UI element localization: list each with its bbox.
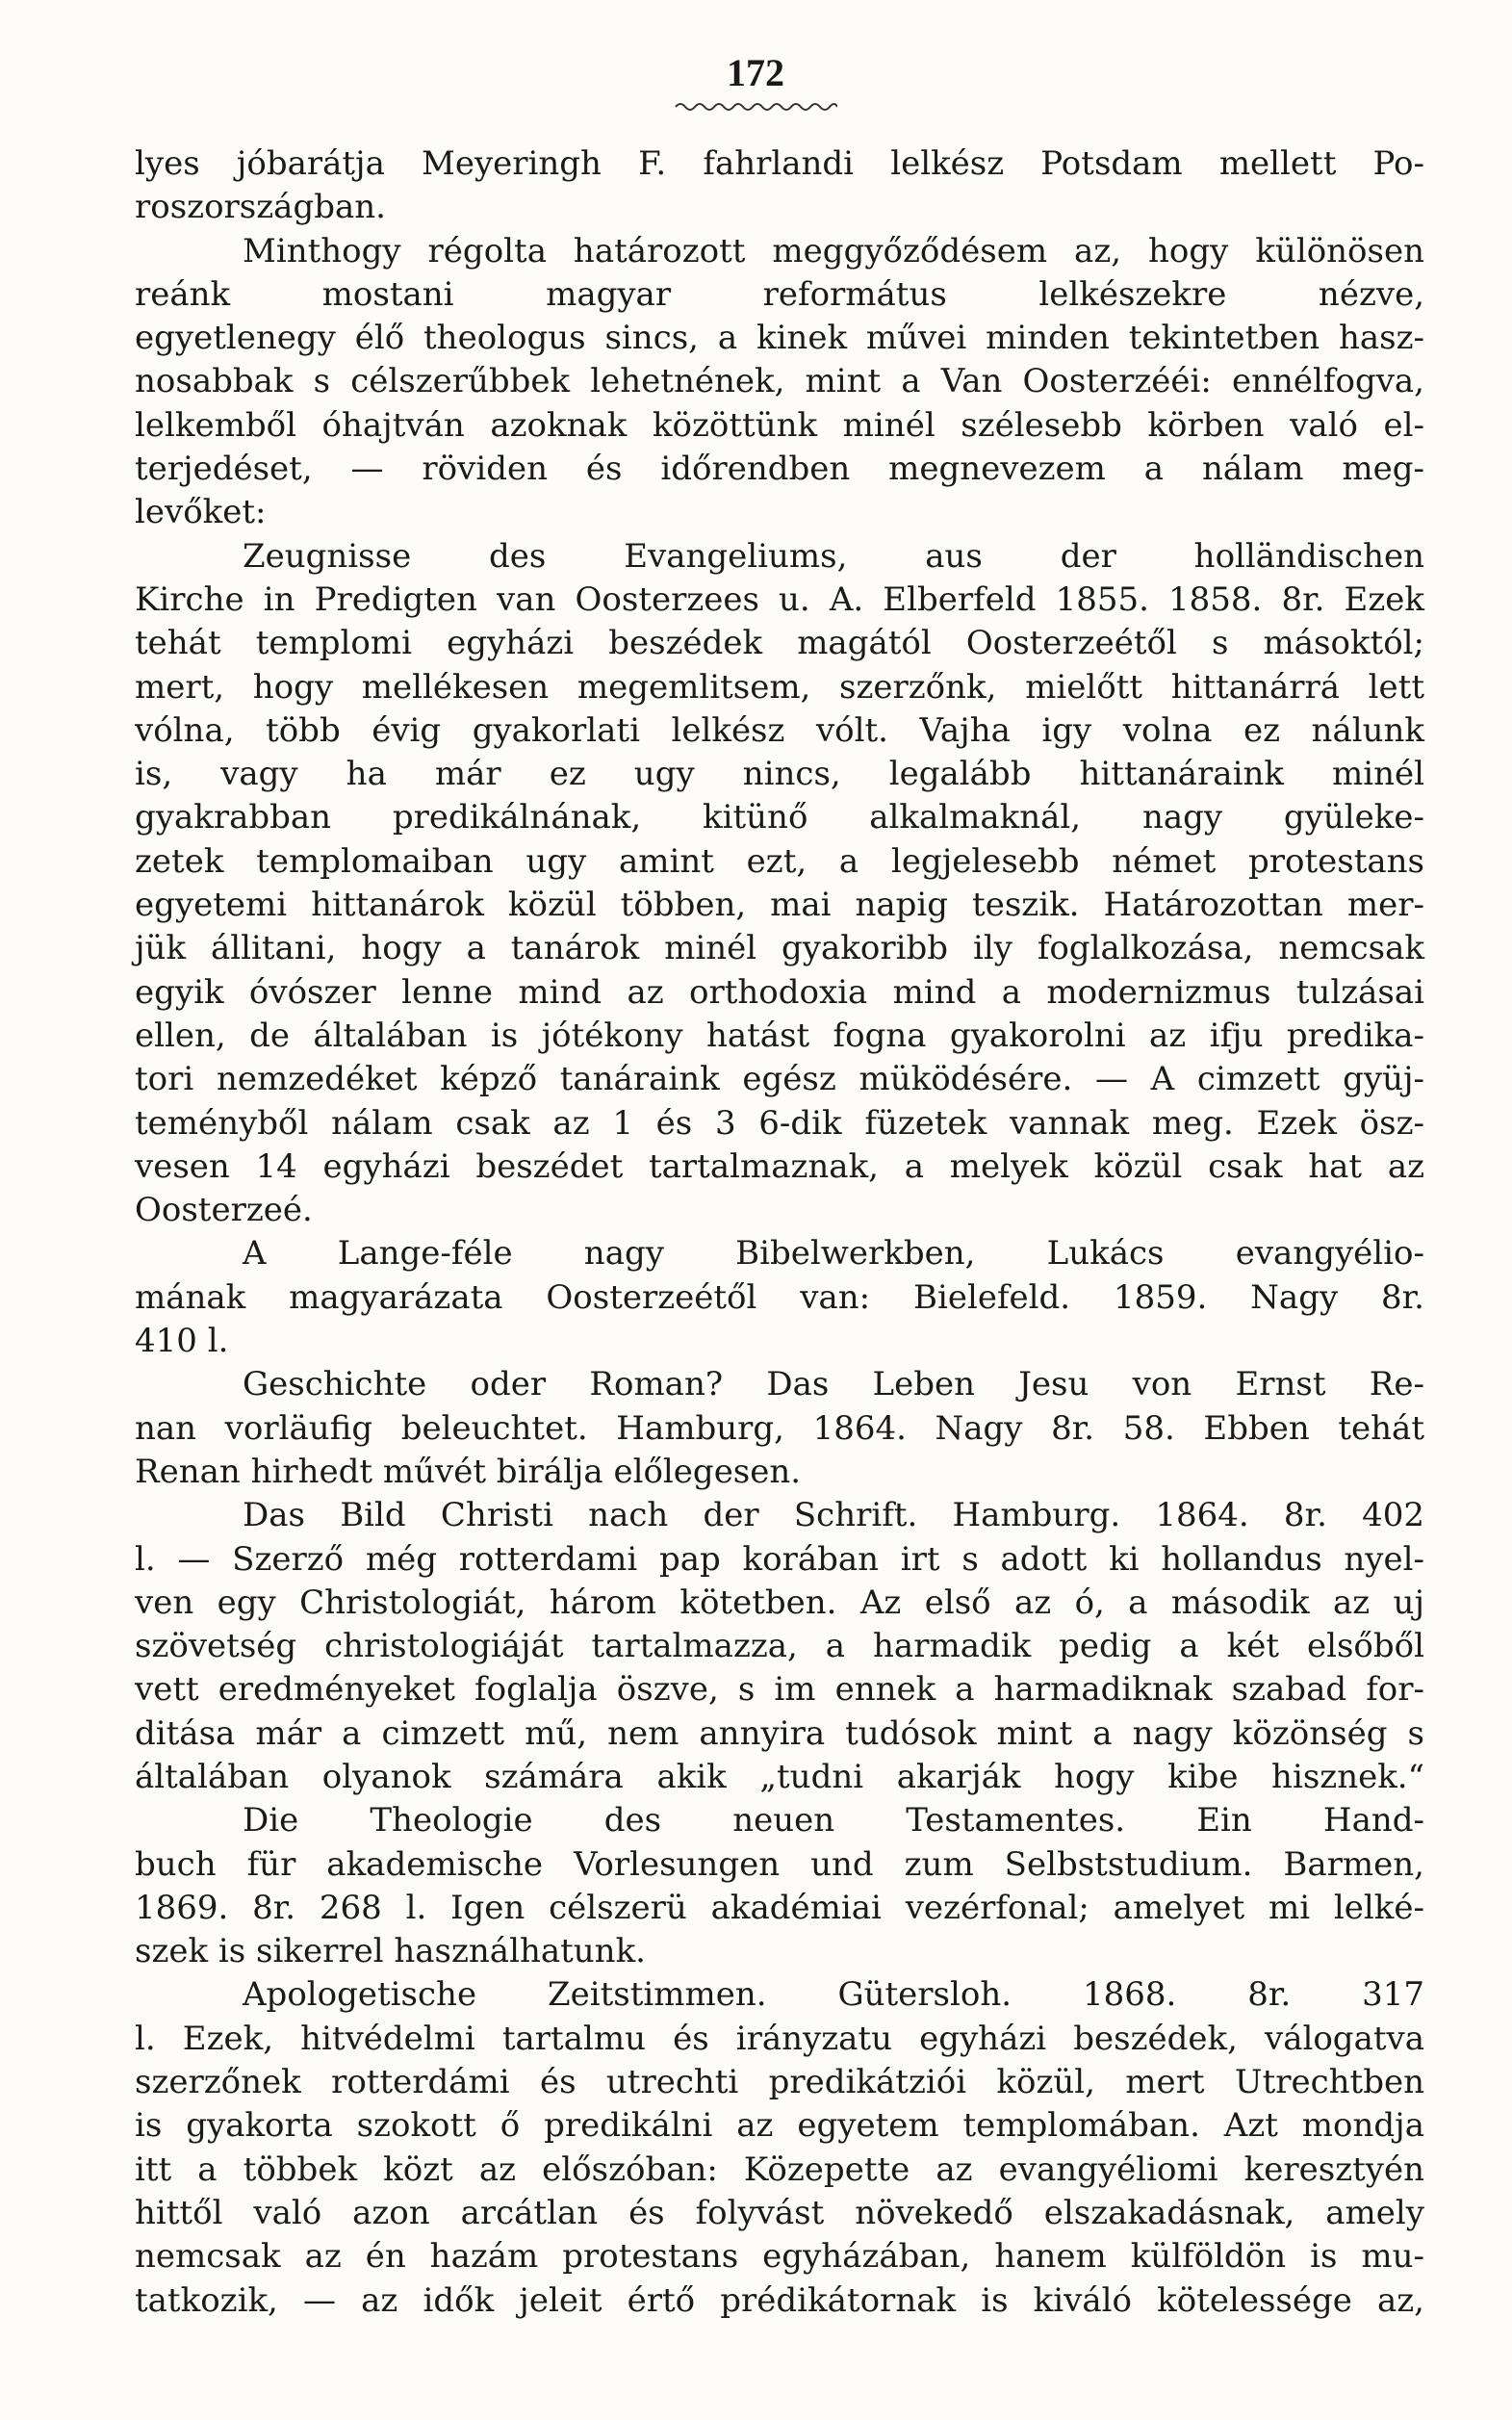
body-text — [135, 142, 1424, 2323]
text-line: zetek templomaiban ugy amint ezt, a legjelesebb német protestans — [135, 841, 1424, 881]
text-line: buch für akademische Vorlesungen und zum Selbststudium. Barmen, — [135, 1844, 1424, 1884]
text-line: Renan hirhedt művét birálja előlegesen. — [135, 1452, 802, 1491]
text-line: egyetlenegy élő theologus sincs, a kinek művei minden tekintetben hasz- — [135, 319, 1424, 358]
text-line: itt a többek közt az előszóban: Közepette az evangyéliomi keresztyén — [135, 2150, 1424, 2189]
text-line: nosabbak s célszerűbbek lehetnének, mint a Van Oosterzééi: ennélfogva, — [135, 362, 1424, 401]
text-line: teményből nálam csak az 1 és 3 6-dik füzetek vannak meg. Ezek ösz- — [135, 1103, 1424, 1143]
text-line: tatkozik, — az idők jeleit értő prédikátornak is kiváló kötelessége az, — [135, 2280, 1424, 2320]
text-line: is, vagy ha már ez ugy nincs, legalább hittanáraink minél — [135, 755, 1424, 794]
text-line: Apologetische Zeitstimmen. Gütersloh. 1868. 8r. 317 — [243, 1975, 1424, 2015]
text-line: lyes jóbarátja Meyeringh F. fahrlandi lelkész Potsdam mellett Po- — [135, 144, 1424, 183]
text-line: mert, hogy mellékesen megemlitsem, szerzőnk, mielőtt hittanárrá lett — [135, 667, 1424, 707]
text-line: Das Bild Christi nach der Schrift. Hamburg. 1864. 8r. 402 — [243, 1496, 1424, 1535]
text-line: vesen 14 egyházi beszédet tartalmaznak, a melyek közül csak hat az — [135, 1146, 1424, 1186]
text-line: Zeugnisse des Evangeliums, aus der holländischen — [243, 536, 1424, 576]
text-line: szek is sikerrel használhatunk. — [135, 1932, 646, 1971]
text-line: Oosterzeé. — [135, 1191, 313, 1230]
text-line: ven egy Christologiát, három kötetben. Az első az ó, a második az uj — [135, 1583, 1424, 1622]
text-line: szerzőnek rotterdámi és utrechti predikátziói közül, mert Utrechtben — [135, 2063, 1424, 2102]
text-line: hittől való azon arcátlan és folyvást növekedő elszakadásnak, amely — [135, 2193, 1424, 2232]
text-line: l. — Szerző még rotterdami pap korában irt s adott ki hollandus nyel- — [135, 1539, 1424, 1579]
text-line: egyetemi hittanárok közül többen, mai napig teszik. Határozottan mer- — [135, 886, 1424, 925]
text-line: Kirche in Predigten van Oosterzees u. A. Elberfeld 1855. 1858. 8r. Ezek — [135, 579, 1424, 619]
text-line: egyik óvószer lenne mind az orthodoxia mind a modernizmus tulzásai — [135, 972, 1424, 1012]
text-line: Geschichte oder Roman? Das Leben Jesu von Ernst Re- — [243, 1365, 1424, 1404]
text-line: szövetség christologiáját tartalmazza, a harmadik pedig a két elsőből — [135, 1627, 1424, 1666]
text-line: jük állitani, hogy a tanárok minél gyakoribb ily foglalkozása, nemcsak — [135, 929, 1424, 968]
text-line: vólna, több évig gyakorlati lelkész vólt. Vajha igy volna ez nálunk — [135, 710, 1424, 750]
text-line: mának magyarázata Oosterzeétől van: Bielefeld. 1859. Nagy 8r. — [135, 1277, 1424, 1317]
text-line: nan vorläufig beleuchtet. Hamburg, 1864. Nagy 8r. 58. Ebben tehát — [135, 1408, 1424, 1448]
page-number: 172 — [727, 51, 784, 94]
text-line: roszországban. — [135, 188, 386, 227]
text-line: ditása már a cimzett mű, nem annyira tudósok mint a nagy közönség s — [135, 1713, 1424, 1753]
text-line: nemcsak az én hazám protestans egyházában, hanem külföldön is mu- — [135, 2237, 1424, 2277]
text-line: A Lange-féle nagy Bibelwerkben, Lukács evangyélio- — [243, 1234, 1424, 1274]
text-line: gyakrabban predikálnának, kitünő alkalmaknál, nagy gyüleke- — [135, 798, 1424, 837]
text-line: 410 l. — [135, 1322, 229, 1361]
text-line: vett eredményeket foglalja öszve, s im ennek a harmadiknak szabad for- — [135, 1670, 1424, 1710]
text-line: tori nemzedéket képző tanáraink egész müködésére. — A cimzett gyüj- — [135, 1060, 1424, 1099]
text-line: 1869. 8r. 268 l. Igen célszerü akadémiai vezérfonal; amelyet mi lelké- — [135, 1888, 1424, 1927]
page-number-ornament — [674, 100, 837, 114]
text-line: ellen, de általában is jótékony hatást fogna gyakorolni az ifju predika- — [135, 1016, 1424, 1055]
text-line: levőket: — [135, 493, 267, 532]
text-line: lelkemből óhajtván azoknak közöttünk minél szélesebb körben való el- — [135, 405, 1424, 445]
text-line: terjedéset, — röviden és időrendben megnevezem a nálam meg- — [135, 450, 1424, 489]
text-line: tehát templomi egyházi beszédek magától Oosterzeétől s másoktól; — [135, 624, 1424, 663]
text-line: általában olyanok számára akik „tudni akarják hogy kibe hisznek.“ — [135, 1757, 1424, 1796]
text-line: is gyakorta szokott ő predikálni az egyetem templomában. Azt mondja — [135, 2106, 1424, 2146]
text-line: reánk mostani magyar református lelkészekre nézve, — [135, 274, 1424, 314]
text-line: Minthogy régolta határozott meggyőződésem az, hogy különösen — [243, 231, 1424, 270]
text-line: Die Theologie des neuen Testamentes. Ein Hand- — [243, 1801, 1424, 1841]
text-line: l. Ezek, hitvédelmi tartalmu és irányzatu egyházi beszédek, válogatva — [135, 2019, 1424, 2058]
